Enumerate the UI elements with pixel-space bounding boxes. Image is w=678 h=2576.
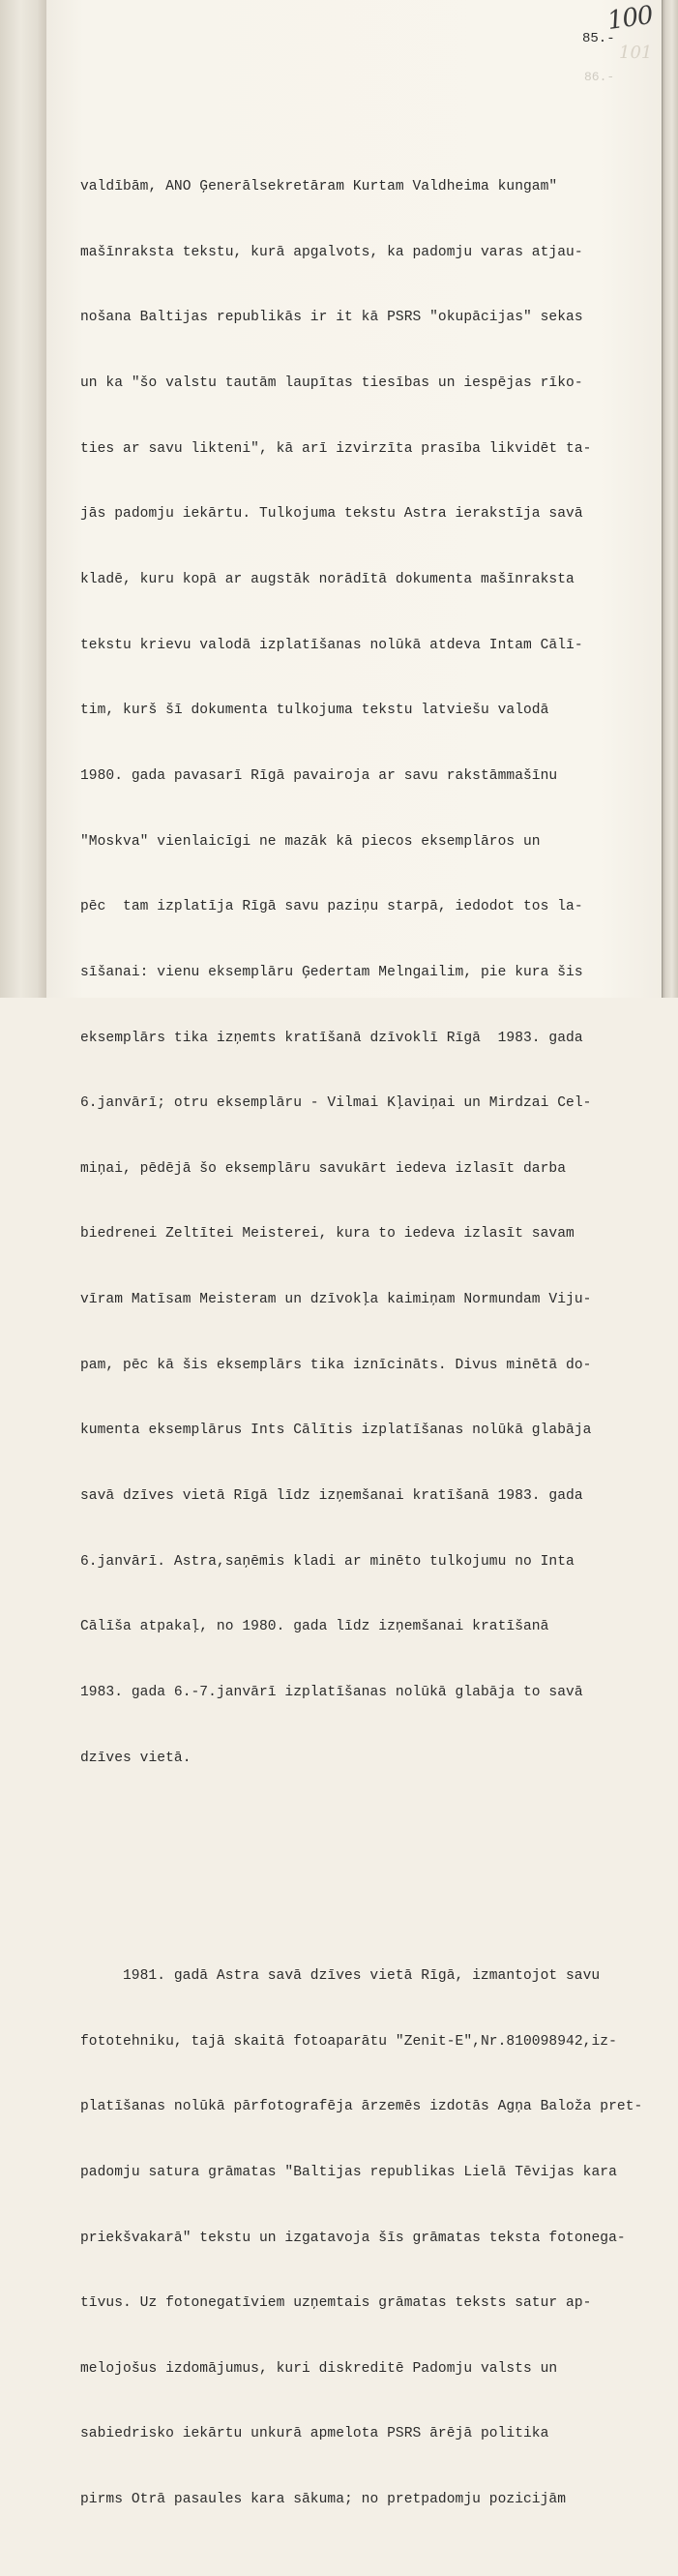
text-line: ties ar savu likteni", kā arī izvirzīta prasība likvidēt ta-	[80, 440, 592, 457]
text-line: pēc tam izplatīja Rīgā savu paziņu starpā, iedodot tos la-	[80, 899, 583, 915]
text-line: mašīnraksta tekstu, kurā apgalvots, ka padomju varas atjau-	[80, 244, 583, 260]
text-line: 6.janvārī. Astra,saņēmis kladi ar minēto tulkojumu no Inta	[80, 1553, 575, 1570]
binding-shadow	[0, 0, 46, 998]
text-line: tekstu krievu valodā izplatīšanas nolūkā atdeva Intam Cālī-	[80, 637, 583, 653]
text-line: kladē, kuru kopā ar augstāk norādītā dokumenta mašīnraksta	[80, 572, 575, 588]
text-line: 1983. gada 6.-7.janvārī izplatīšanas nolūkā glabāja to savā	[80, 1684, 583, 1700]
text-line: "Moskva" vienlaicīgi ne mazāk kā piecos eksemplāros un	[80, 833, 541, 850]
page-number: 85.-	[582, 31, 615, 46]
text-line: sabiedrisko iekārtu unkurā apmelota PSRS ārējā politika	[80, 2426, 549, 2442]
text-line: 1980. gada pavasarī Rīgā pavairoja ar savu rakstāmmašīnu	[80, 767, 558, 784]
text-line: 6.janvārī; otru eksemplāru - Vilmai Kļaviņai un Mirdzai Cel-	[80, 1095, 592, 1112]
paragraph-1	[80, 133, 661, 1812]
paragraph-2	[80, 1922, 661, 2555]
text-line: fototehniku, tajā skaitā fotoaparātu "Zenit-E",Nr.810098942,iz-	[80, 2033, 617, 2050]
text-line: vīram Matīsam Meisteram un dzīvokļa kaimiņam Normundam Viju-	[80, 1292, 592, 1308]
text-line: tim, kurš šī dokumenta tulkojuma tekstu latviešu valodā	[80, 703, 549, 719]
text-line: melojošus izdomājumus, kuri diskreditē Padomju valsts un	[80, 2360, 558, 2377]
text-line: savā dzīves vietā Rīgā līdz izņemšanai kratīšanā 1983. gada	[80, 1488, 583, 1504]
text-line: padomju satura grāmatas "Baltijas republikas Lielā Tēvijas kara	[80, 2164, 617, 2180]
handwritten-folio-number: 100	[605, 0, 655, 37]
page-edge	[662, 0, 678, 998]
text-line: miņai, pēdējā šo eksemplāru savukārt iedeva izlasīt darba	[80, 1160, 567, 1177]
text-line: Cālīša atpakaļ, no 1980. gada līdz izņemšanai kratīšanā	[80, 1619, 549, 1635]
text-line: valdībām, ANO Ģenerālsekretāram Kurtam Valdheima kungam"	[80, 179, 558, 195]
text-line: jās padomju iekārtu. Tulkojuma tekstu Astra ierakstīja savā	[80, 506, 583, 523]
paragraph-gap	[80, 1856, 661, 1878]
text-line: biedrenei Zeltītei Meisterei, kura to iedeva izlasīt savam	[80, 1226, 575, 1243]
text-line: un ka "šo valstu tautām laupītas tiesības un iespējas rīko-	[80, 375, 583, 392]
text-line: platīšanas nolūkā pārfotografēja ārzemēs izdotās Agņa Baloža pret-	[80, 2099, 643, 2115]
text-line: 1981. gadā Astra savā dzīves vietā Rīgā, izmantojot savu	[123, 1967, 601, 1984]
text-line: tīvus. Uz fotonegatīviem uzņemtais grāmatas teksts satur ap-	[80, 2295, 592, 2312]
bleed-through-folio: 101	[619, 43, 653, 63]
text-line: priekšvakarā" tekstu un izgatavoja šīs grāmatas teksta fotonega-	[80, 2230, 626, 2246]
bleed-through-page-number: 86.-	[584, 70, 615, 84]
text-line: nošana Baltijas republikās ir it kā PSRS "okupācijas" sekas	[80, 310, 583, 326]
body-text	[80, 89, 661, 2576]
text-line: sīšanai: vienu eksemplāru Ģedertam Melngailim, pie kura šis	[80, 964, 583, 980]
text-line: kumenta eksemplārus Ints Cālītis izplatīšanas nolūkā glabāja	[80, 1423, 592, 1439]
text-line: eksemplārs tika izņemts kratīšanā dzīvoklī Rīgā 1983. gada	[80, 1030, 583, 1046]
text-line: pirms Otrā pasaules kara sākuma; no pretpadomju pozicijām	[80, 2492, 567, 2508]
text-line: pam, pēc kā šis eksemplārs tika iznīcināts. Divus minētā do-	[80, 1357, 592, 1373]
text-line: dzīves vietā.	[80, 1750, 192, 1766]
